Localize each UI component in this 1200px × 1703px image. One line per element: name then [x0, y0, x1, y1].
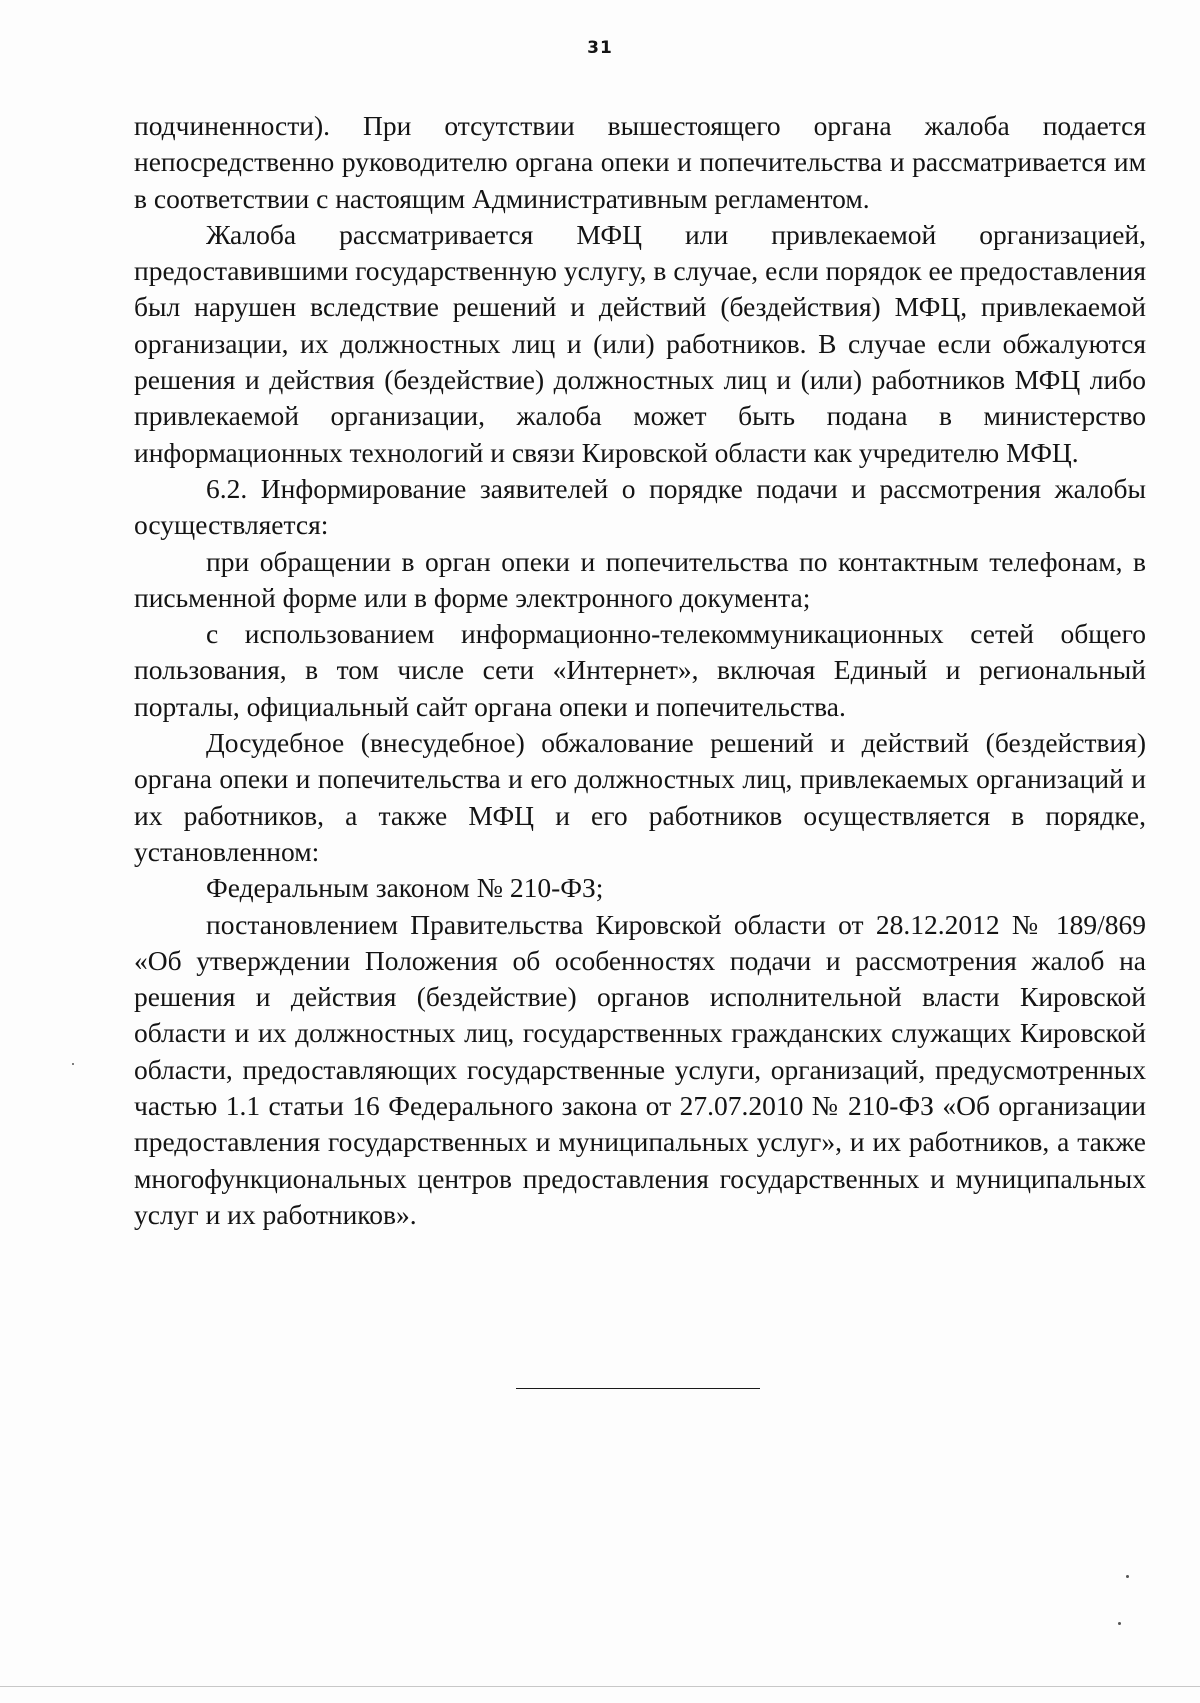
end-separator-line [516, 1388, 760, 1389]
paragraph-section-6-2: 6.2. Информирование заявителей о порядке подачи и рассмотрения жалобы осуществляется: [134, 472, 1146, 541]
paragraph-complaint-mfc: Жалоба рассматривается МФЦ или привлекаемой организацией, предоставившими государственную услугу, в случае, если порядок ее предоставления был нарушен вследствие решений и действий (бездействия) МФЦ, привлекаемой организации, их должностных лиц и (или) работников. В случае если обжалуются решения и действия (бездействие) должностных лиц и (или) работников МФЦ либо привлекаемой организации, жалоба может быть подана в министерство информационных технологий и связи Кировской области как учредителю МФЦ. [134, 218, 1146, 468]
paragraph-internet-channels: с использованием информационно-телекоммуникационных сетей общего пользования, в том числе сети «Интернет», включая Единый и региональный порталы, официальный сайт органа опеки и попечительства. [134, 618, 1146, 722]
scan-speck [72, 1063, 74, 1065]
paragraph-regional-decree: постановлением Правительства Кировской области от 28.12.2012 № 189/869 «Об утверждении Положения об особенностях подачи и рассмотрения жалоб на решения и действия (бездействие) органов исполнительной власти Кировской области и их должностных лиц, государственных гражданских служащих Кировской области, предоставляющих государственные услуги, организаций, предусмотренных частью 1.1 статьи 16 Федерального закона от 27.07.2010 № 210-ФЗ «Об организации предоставления государственных и муниципальных услуг», и их работников, а также многофункциональных центров предоставления государственных и муниципальных услуг и их работников». [134, 908, 1146, 1230]
scan-speck [1126, 1575, 1129, 1578]
page-number: 31 [587, 38, 613, 58]
document-body [134, 108, 1146, 1233]
scan-edge-line [0, 1686, 1200, 1687]
paragraph-federal-law: Федеральным законом № 210-ФЗ; [206, 872, 604, 904]
scan-speck [1118, 1622, 1121, 1625]
paragraph-complaint-without-superior: подчиненности). При отсутствии вышестоящего органа жалоба подается непосредственно руководителю органа опеки и попечительства и рассматривается им в соответствии с настоящим Административным регламентом. [134, 110, 1146, 214]
paragraph-pretrial-appeal: Досудебное (внесудебное) обжалование решений и действий (бездействия) органа опеки и попечительства и его должностных лиц, привлекаемых организаций и их работников, а также МФЦ и его работников осуществляется в порядке, установленном: [134, 727, 1146, 867]
paragraph-contact-channels: при обращении в орган опеки и попечительства по контактным телефонам, в письменной форме или в форме электронного документа; [134, 545, 1146, 613]
